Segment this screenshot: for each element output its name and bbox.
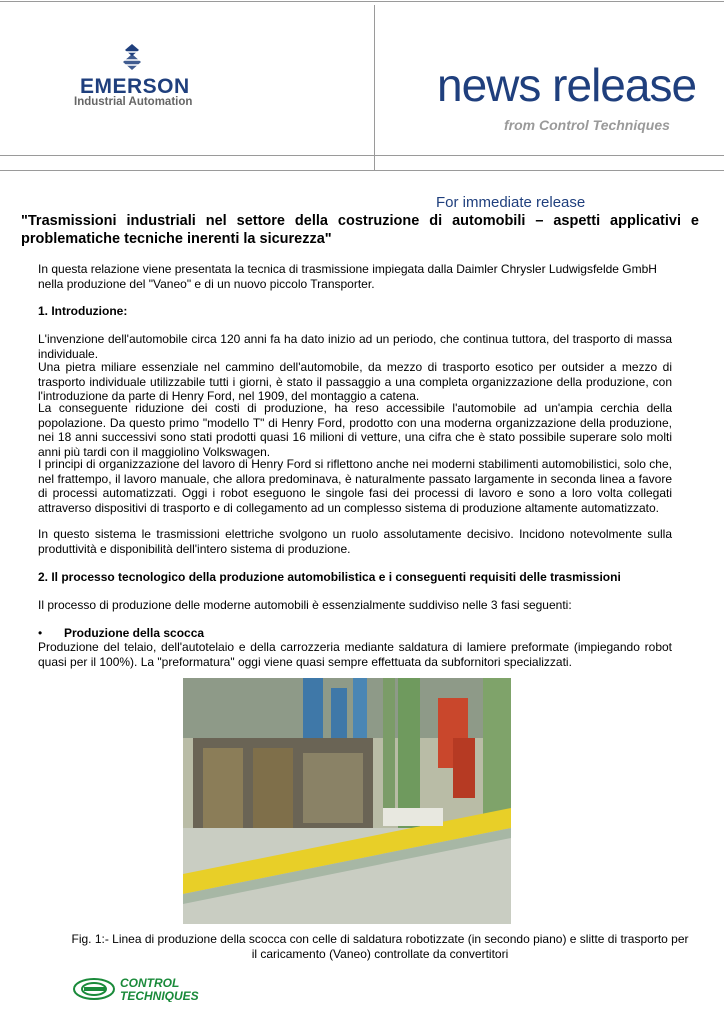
figure-caption: Fig. 1:- Linea di produzione della scocca con celle di saldatura robotizzate (in secondo piano) e slitte di trasporto per il caricamento (Vaneo) controllate da convertitori	[71, 932, 689, 961]
production-line-photo	[183, 678, 511, 924]
section1-paragraph-2: Una pietra miliare essenziale nel cammino dell'automobile, da mezzo di trasporto esotico per outsider a mezzo di trasporto individuale utilizzabile tutti i giorni, è stato il passaggio a una completa organizzazione della produzione, con l'introduzione da parte di Henry Ford, nel 1909, del montaggio a catena.	[38, 360, 672, 403]
document-title: "Trasmissioni industriali nel settore della costruzione di automobili – aspetti applicativi e problematiche tecniche inerenti la sicurezza"	[21, 213, 699, 247]
section1-paragraph-4: I principi di organizzazione del lavoro di Henry Ford si riflettono anche nei moderni stabilimenti automobilistici, solo che, nel frattempo, il lavoro manuale, che allora predominava, è naturalmente passato largamente in seconda linea a favore di processi automatizzati. Oggi i robot eseguono le singole fasi dei processi di lavoro e sono a loro volta collegati attraverso dispositivi di trasporto e di collegamento ad un complesso sistema di produzione altamente automatizzato.	[38, 457, 672, 515]
emerson-subtitle: Industrial Automation	[74, 96, 193, 108]
news-release-source: from Control Techniques	[504, 117, 670, 133]
section1-paragraph-1: L'invenzione dell'automobile circa 120 anni fa ha dato inizio ad un periodo, che continua tuttora, del trasporto di massa individuale.	[38, 332, 672, 361]
section2-heading: 2. Il processo tecnologico della produzione automobilistica e i conseguenti requisiti delle trasmissioni	[38, 570, 621, 584]
emerson-logo-icon	[117, 44, 147, 76]
logo-line-1: CONTROL	[120, 976, 180, 990]
header-divider-2	[0, 170, 724, 171]
bullet-text: Produzione del telaio, dell'autotelaio e della carrozzeria mediante saldatura di lamiere preformate (impiegando robot quasi per il 100%). La "preformatura" oggi viene quasi sempre effettuata da subfornitori specializzati.	[38, 640, 672, 669]
logo-line-2: TECHNIQUES	[120, 989, 199, 1002]
bullet-symbol: •	[38, 626, 43, 640]
bullet-heading: Produzione della scocca	[64, 626, 205, 640]
control-techniques-logo	[72, 976, 232, 1002]
emerson-brand: EMERSON	[80, 75, 190, 98]
intro-paragraph: In questa relazione viene presentata la tecnica di trasmissione impiegata dalla Daimler Chrysler Ludwigsfelde GmbH nella produzione del "Vaneo" e di un nuovo piccolo Transporter.	[38, 262, 657, 291]
section1-paragraph-5: In questo sistema le trasmissioni elettriche svolgono un ruolo assolutamente decisivo. Incidono notevolmente sulla produttività e disponibilità dell'intero sistema di produzione.	[38, 527, 672, 556]
section2-intro: Il processo di produzione delle moderne automobili è essenzialmente suddiviso nelle 3 fasi seguenti:	[38, 598, 572, 612]
news-release-title: news release	[437, 59, 697, 111]
header-divider	[0, 155, 724, 156]
release-note: For immediate release	[436, 194, 586, 211]
section1-heading: 1. Introduzione:	[38, 304, 128, 318]
header-vertical-divider	[374, 5, 375, 170]
top-border	[0, 1, 724, 2]
section1-paragraph-3: La conseguente riduzione dei costi di produzione, ha reso accessibile l'automobile ad un'ampia cerchia della popolazione. Da questo primo "modello T" di Henry Ford, prodotto con una moderna organizzazione della produzione, nei 18 anni successivi sono stati prodotti quasi 16 milioni di vetture, una cifra che è stato possibile superare solo molti anni più tardi con il maggiolino Volkswagen.	[38, 401, 672, 459]
